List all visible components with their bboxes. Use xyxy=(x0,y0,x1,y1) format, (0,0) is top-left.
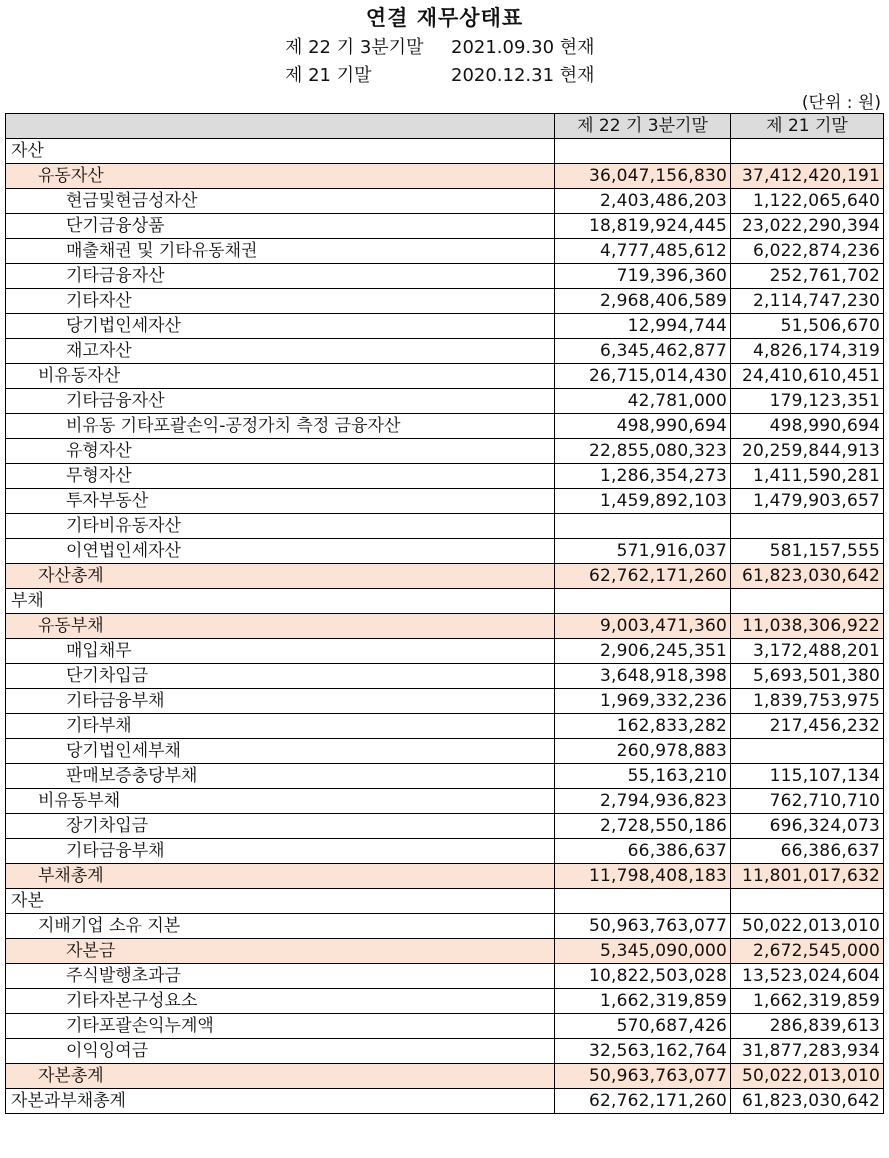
current-period-value: 50,963,763,077 xyxy=(555,1064,731,1089)
prior-period-value: 5,693,501,380 xyxy=(731,664,884,689)
row-label: 자본총계 xyxy=(6,1064,555,1089)
table-row xyxy=(6,314,884,339)
row-label: 매출채권 및 기타유동채권 xyxy=(6,239,555,264)
row-label: 기타금융자산 xyxy=(6,264,555,289)
prior-period-value: 286,839,613 xyxy=(731,1014,884,1039)
row-label: 기타금융자산 xyxy=(6,389,555,414)
table-row xyxy=(6,564,884,589)
row-label: 자본 xyxy=(6,889,555,914)
table-row xyxy=(6,139,884,164)
current-period-value: 2,403,486,203 xyxy=(555,189,731,214)
table-row xyxy=(6,739,884,764)
table-row xyxy=(6,989,884,1014)
current-period-value: 5,345,090,000 xyxy=(555,939,731,964)
table-row xyxy=(6,964,884,989)
row-label: 현금및현금성자산 xyxy=(6,189,555,214)
prior-period-value: 1,411,590,281 xyxy=(731,464,884,489)
prior-period-value: 20,259,844,913 xyxy=(731,439,884,464)
current-period-value: 719,396,360 xyxy=(555,264,731,289)
row-label: 매입채무 xyxy=(6,639,555,664)
prior-period-value: 50,022,013,010 xyxy=(731,1064,884,1089)
current-period-value: 1,662,319,859 xyxy=(555,989,731,1014)
prior-period-value: 31,877,283,934 xyxy=(731,1039,884,1064)
row-label: 유형자산 xyxy=(6,439,555,464)
prior-period-value: 11,038,306,922 xyxy=(731,614,884,639)
prior-period-value: 61,823,030,642 xyxy=(731,564,884,589)
table-row xyxy=(6,789,884,814)
prior-period-value: 24,410,610,451 xyxy=(731,364,884,389)
prior-period-value: 1,479,903,657 xyxy=(731,489,884,514)
table-row xyxy=(6,764,884,789)
header-item-column xyxy=(6,114,555,139)
row-label: 기타금융부채 xyxy=(6,839,555,864)
current-period-value: 3,648,918,398 xyxy=(555,664,731,689)
current-period-value: 260,978,883 xyxy=(555,739,731,764)
prior-period-value: 179,123,351 xyxy=(731,389,884,414)
row-label: 비유동부채 xyxy=(6,789,555,814)
current-period-value: 4,777,485,612 xyxy=(555,239,731,264)
table-row xyxy=(6,164,884,189)
prior-period-value: 61,823,030,642 xyxy=(731,1089,884,1114)
table-row xyxy=(6,364,884,389)
period2-label: 제 21 기말 xyxy=(285,65,372,86)
row-label: 기타자본구성요소 xyxy=(6,989,555,1014)
row-label: 주식발행초과금 xyxy=(6,964,555,989)
balance-sheet-table xyxy=(5,113,884,1114)
prior-period-value xyxy=(731,514,884,539)
table-row xyxy=(6,814,884,839)
table-row xyxy=(6,189,884,214)
prior-period-value: 581,157,555 xyxy=(731,539,884,564)
table-row xyxy=(6,514,884,539)
prior-period-value: 4,826,174,319 xyxy=(731,339,884,364)
row-label: 단기차입금 xyxy=(6,664,555,689)
row-label: 기타비유동자산 xyxy=(6,514,555,539)
table-row xyxy=(6,464,884,489)
table-row xyxy=(6,239,884,264)
row-label: 재고자산 xyxy=(6,339,555,364)
current-period-value: 36,047,156,830 xyxy=(555,164,731,189)
prior-period-value: 1,122,065,640 xyxy=(731,189,884,214)
current-period-value: 22,855,080,323 xyxy=(555,439,731,464)
current-period-value: 1,459,892,103 xyxy=(555,489,731,514)
prior-period-value xyxy=(731,139,884,164)
table-row xyxy=(6,1014,884,1039)
period1-line xyxy=(285,33,595,59)
current-period-value: 2,906,245,351 xyxy=(555,639,731,664)
period1-date: 2021.09.30 현재 xyxy=(451,37,595,58)
current-period-value: 62,762,171,260 xyxy=(555,1089,731,1114)
row-label: 기타포괄손익누계액 xyxy=(6,1014,555,1039)
prior-period-value: 252,761,702 xyxy=(731,264,884,289)
table-row xyxy=(6,489,884,514)
current-period-value xyxy=(555,139,731,164)
table-row xyxy=(6,1064,884,1089)
prior-period-value: 115,107,134 xyxy=(731,764,884,789)
table-row xyxy=(6,839,884,864)
prior-period-value: 50,022,013,010 xyxy=(731,914,884,939)
period1-label: 제 22 기 3분기말 xyxy=(285,37,424,58)
prior-period-value: 762,710,710 xyxy=(731,789,884,814)
row-label: 지배기업 소유 지본 xyxy=(6,914,555,939)
table-row xyxy=(6,339,884,364)
period2-line xyxy=(285,61,595,87)
table-row xyxy=(6,614,884,639)
prior-period-value: 498,990,694 xyxy=(731,414,884,439)
current-period-value: 42,781,000 xyxy=(555,389,731,414)
table-body xyxy=(6,139,884,1114)
current-period-value: 10,822,503,028 xyxy=(555,964,731,989)
table-row xyxy=(6,714,884,739)
table-row xyxy=(6,1039,884,1064)
current-period-value: 1,286,354,273 xyxy=(555,464,731,489)
prior-period-value: 696,324,073 xyxy=(731,814,884,839)
row-label: 기타자산 xyxy=(6,289,555,314)
prior-period-value: 66,386,637 xyxy=(731,839,884,864)
prior-period-value: 1,839,753,975 xyxy=(731,689,884,714)
row-label: 이익잉여금 xyxy=(6,1039,555,1064)
current-period-value: 32,563,162,764 xyxy=(555,1039,731,1064)
current-period-value: 2,794,936,823 xyxy=(555,789,731,814)
prior-period-value: 23,022,290,394 xyxy=(731,214,884,239)
row-label: 자본금 xyxy=(6,939,555,964)
current-period-value: 570,687,426 xyxy=(555,1014,731,1039)
prior-period-value: 11,801,017,632 xyxy=(731,864,884,889)
current-period-value: 162,833,282 xyxy=(555,714,731,739)
table-header-row xyxy=(6,114,884,139)
table-row xyxy=(6,414,884,439)
table-row xyxy=(6,264,884,289)
header-current-period: 제 22 기 3분기말 xyxy=(555,114,731,139)
prior-period-value: 3,172,488,201 xyxy=(731,639,884,664)
current-period-value: 6,345,462,877 xyxy=(555,339,731,364)
current-period-value: 571,916,037 xyxy=(555,539,731,564)
row-label: 자산 xyxy=(6,139,555,164)
row-label: 유동부채 xyxy=(6,614,555,639)
row-label: 당기법인세자산 xyxy=(6,314,555,339)
row-label: 비유동 기타포괄손익-공정가치 측정 금융자산 xyxy=(6,414,555,439)
row-label: 장기차입금 xyxy=(6,814,555,839)
table-row xyxy=(6,939,884,964)
row-label: 유동자산 xyxy=(6,164,555,189)
table-row xyxy=(6,664,884,689)
unit-note: (단위 : 원) xyxy=(801,93,881,113)
current-period-value: 26,715,014,430 xyxy=(555,364,731,389)
current-period-value xyxy=(555,889,731,914)
statement-title: 연결 재무상태표 xyxy=(365,6,524,30)
row-label: 자본과부채총계 xyxy=(6,1089,555,1114)
row-label: 부채총계 xyxy=(6,864,555,889)
current-period-value: 62,762,171,260 xyxy=(555,564,731,589)
row-label: 비유동자산 xyxy=(6,364,555,389)
prior-period-value: 2,672,545,000 xyxy=(731,939,884,964)
row-label: 단기금융상품 xyxy=(6,214,555,239)
prior-period-value xyxy=(731,589,884,614)
current-period-value: 18,819,924,445 xyxy=(555,214,731,239)
table-row xyxy=(6,864,884,889)
current-period-value xyxy=(555,589,731,614)
current-period-value: 2,728,550,186 xyxy=(555,814,731,839)
row-label: 자산총계 xyxy=(6,564,555,589)
row-label: 기타부채 xyxy=(6,714,555,739)
table-row xyxy=(6,689,884,714)
current-period-value: 66,386,637 xyxy=(555,839,731,864)
table-row xyxy=(6,214,884,239)
prior-period-value: 1,662,319,859 xyxy=(731,989,884,1014)
current-period-value xyxy=(555,514,731,539)
row-label: 부채 xyxy=(6,589,555,614)
current-period-value: 9,003,471,360 xyxy=(555,614,731,639)
prior-period-value: 13,523,024,604 xyxy=(731,964,884,989)
period2-date: 2020.12.31 현재 xyxy=(451,65,595,86)
current-period-value: 498,990,694 xyxy=(555,414,731,439)
table-row xyxy=(6,889,884,914)
current-period-value: 11,798,408,183 xyxy=(555,864,731,889)
row-label: 무형자산 xyxy=(6,464,555,489)
row-label: 기타금융부채 xyxy=(6,689,555,714)
prior-period-value: 217,456,232 xyxy=(731,714,884,739)
table-row xyxy=(6,439,884,464)
row-label: 투자부동산 xyxy=(6,489,555,514)
table-row xyxy=(6,389,884,414)
prior-period-value: 2,114,747,230 xyxy=(731,289,884,314)
current-period-value: 1,969,332,236 xyxy=(555,689,731,714)
prior-period-value: 6,022,874,236 xyxy=(731,239,884,264)
current-period-value: 12,994,744 xyxy=(555,314,731,339)
row-label: 판매보증충당부채 xyxy=(6,764,555,789)
row-label: 당기법인세부채 xyxy=(6,739,555,764)
header-prior-period: 제 21 기말 xyxy=(731,114,884,139)
current-period-value: 55,163,210 xyxy=(555,764,731,789)
prior-period-value xyxy=(731,739,884,764)
row-label: 이연법인세자산 xyxy=(6,539,555,564)
table-row xyxy=(6,914,884,939)
prior-period-value: 51,506,670 xyxy=(731,314,884,339)
table-row xyxy=(6,539,884,564)
prior-period-value: 37,412,420,191 xyxy=(731,164,884,189)
prior-period-value xyxy=(731,889,884,914)
current-period-value: 50,963,763,077 xyxy=(555,914,731,939)
table-row xyxy=(6,589,884,614)
table-row xyxy=(6,639,884,664)
table-row xyxy=(6,1089,884,1114)
table-row xyxy=(6,289,884,314)
current-period-value: 2,968,406,589 xyxy=(555,289,731,314)
